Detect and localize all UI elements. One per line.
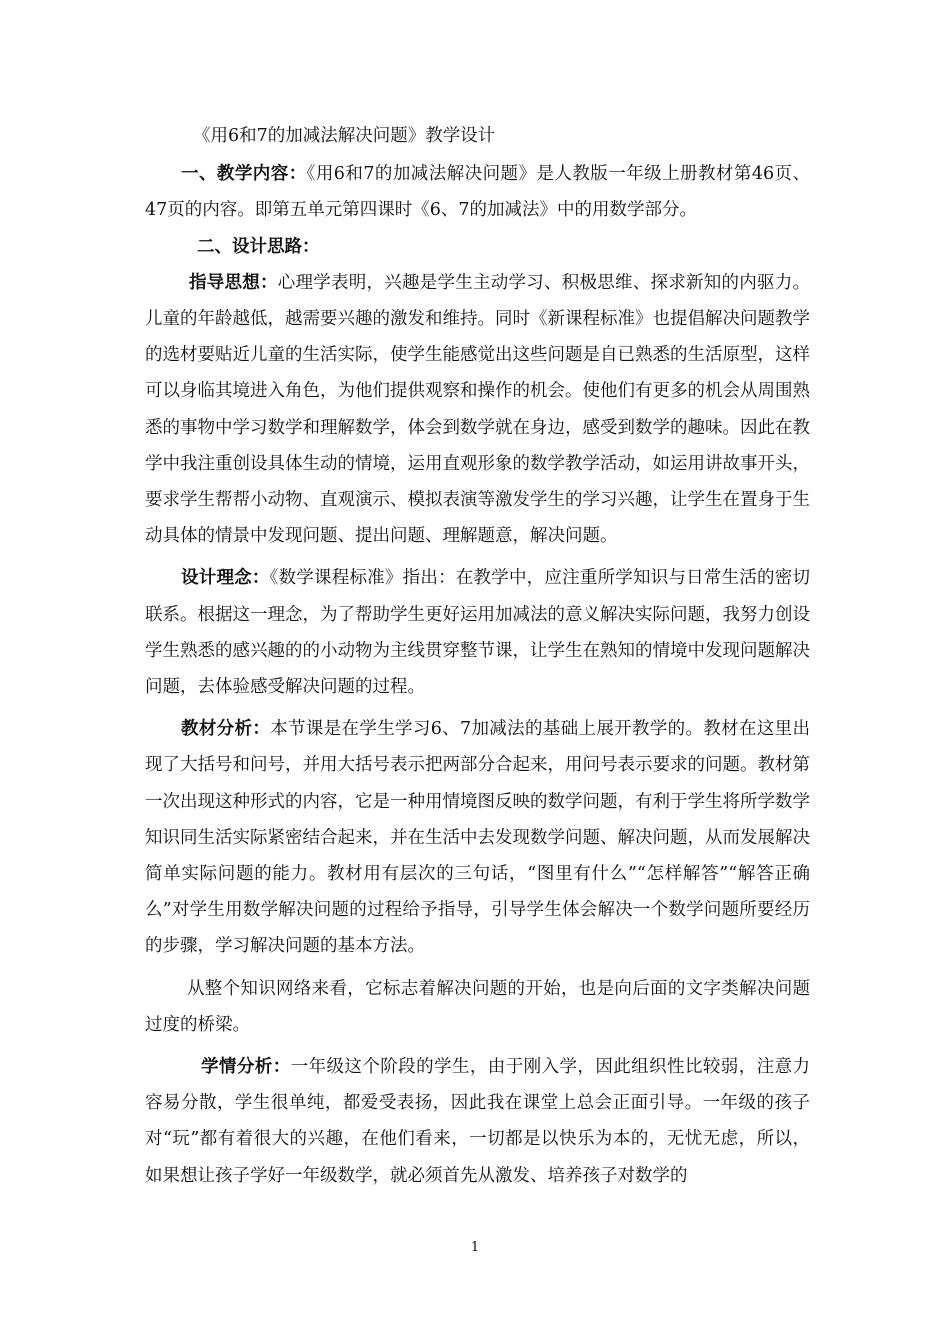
section-heading: 指导思想： (189, 272, 278, 293)
page-number: 1 (470, 1240, 480, 1255)
document-title: 《用6和7的加减法解决问题》教学设计 (193, 126, 496, 146)
section-heading: 教材分析： (181, 719, 271, 740)
section-text: 从整个知识网络来看，它标志着解决问题的开始，也是向后面的文字类解决问题过度的桥梁。 (145, 978, 810, 1035)
section-design-ideas (145, 229, 810, 265)
section-text: 心理学表明，兴趣是学生主动学习、积极思维、探求新知的内驱力。儿童的年龄越低，越需要兴趣的激发和维持。同时《新课程标准》也提倡解决问题教学的选材要贴近儿童的生活实际，使学生能感觉出这些问题是自已熟悉的生活原型，这样可以身临其境进入角色，为他们提供观察和操作的机会。使他们有更多的机会从周围熟悉的事物中学习数学和理解数学，体会到数学就在身边，感受到数学的趣味。因此在教学中我注重创设具体生动的情境，运用直观形象的数学教学活动，如运用讲故事开头，要求学生帮帮小动物、直观演示、模拟表演等激发学生的学习兴趣，让学生在置身于生动具体的情景中发现问题、提出问题、理解题意，解决问题。 (145, 272, 810, 547)
document-body (145, 118, 810, 1194)
section-teaching-content (145, 156, 810, 228)
section-heading: 学情分析： (201, 1057, 291, 1078)
section-knowledge-network (145, 971, 810, 1043)
section-heading: 二、设计思路： (197, 236, 320, 257)
section-text: 《数学课程标准》指出：在教学中，应注重所学知识与日常生活的密切联系。根据这一理念，为了帮助学生更好运用加减法的意义解决实际问题，我努力创设学生熟悉的感兴趣的的小动物为主线贯穿整节课，让学生在熟知的情境中发现问题解决问题，去体验感受解决问题的过程。 (145, 568, 810, 698)
section-student-analysis (145, 1049, 810, 1194)
section-text: 《用6和7的加减法解决问题》是人教版一年级上册教材第46页、47页的内容。即第五单元第四课时《6、7的加减法》中的用数学部分。 (145, 164, 810, 221)
section-text: 本节课是在学生学习6、7加减法的基础上展开教学的。教材在这里出现了大括号和问号，并用大括号表示把两部分合起来，用问号表示要求的问题。教材第一次出现这种形式的内容，它是一种用情境图反映的数学问题，有利于学生将所学数学知识同生活实际紧密结合起来，并在生活中去发现数学问题、解决问题，从而发展解决简单实际问题的能力。教材用有层次的三句话，“图里有什么”“怎样解答”“解答正确么”对学生用数学解决问题的过程给予指导，引导学生体会解决一个数学问题所要经历的步骤，学习解决问题的基本方法。 (145, 719, 810, 957)
section-design-concept (145, 560, 810, 705)
section-guiding-thought (145, 265, 810, 555)
section-heading: 设计理念： (181, 568, 270, 589)
section-text: 一年级这个阶段的学生，由于刚入学，因此组织性比较弱，注意力容易分散，学生很单纯，都爱受表扬，因此我在课堂上总会正面引导。一年级的孩子对“玩”都有着很大的兴趣，在他们看来，一切都是以快乐为本的，无忧无虑，所以，如果想让孩子学好一年级数学，就必须首先从激发、培养孩子对数学的 (145, 1057, 811, 1186)
section-heading: 一、教学内容： (181, 164, 307, 185)
section-textbook-analysis (145, 711, 810, 964)
